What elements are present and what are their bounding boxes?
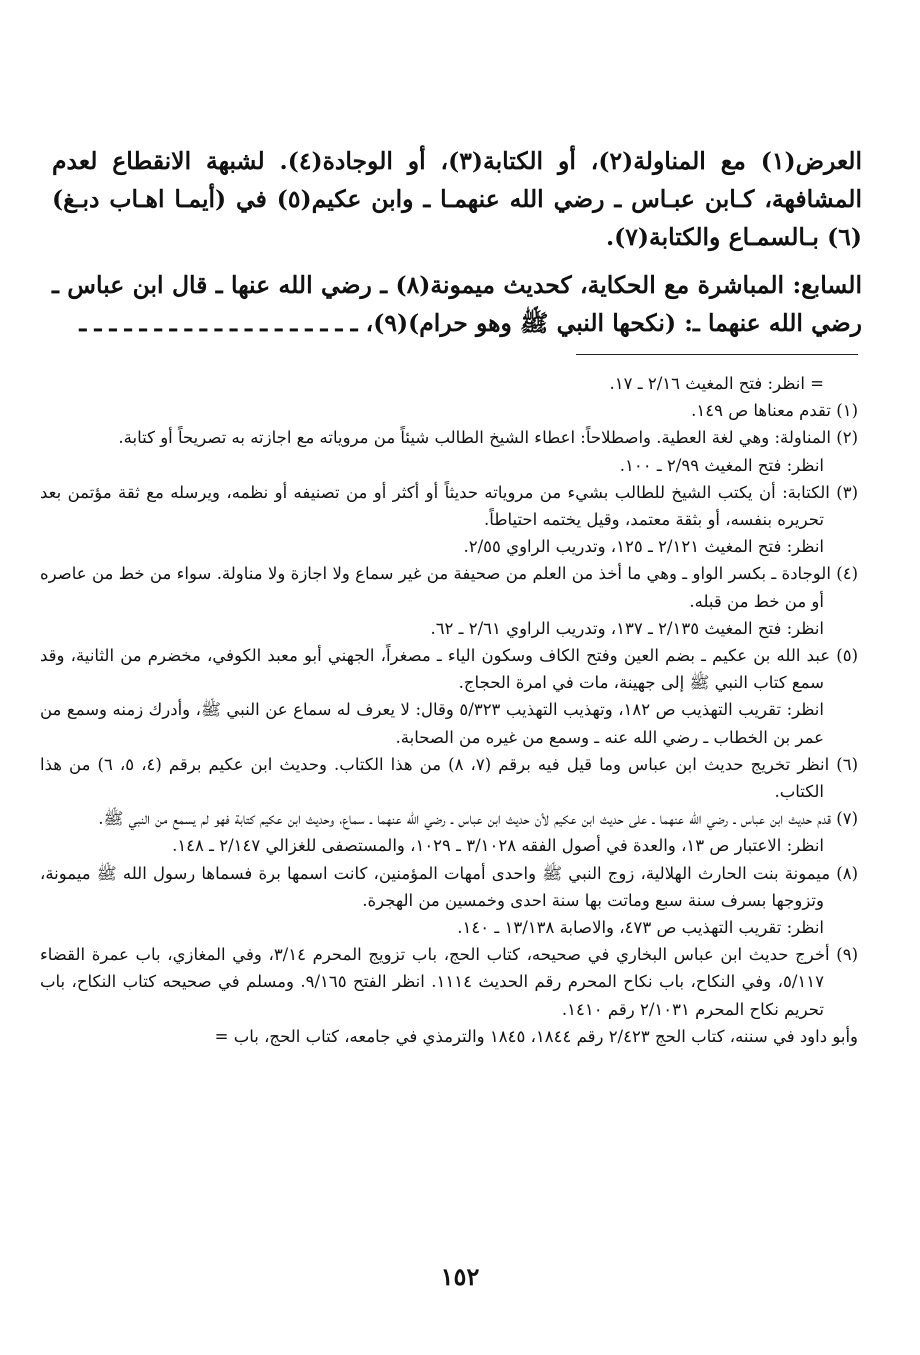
footnote-7: (٧) قدم حديث ابن عباس ـ رضي الله عنهما ـ على حديث ابن عكيم لأن حديث ابن عباس ـ رضي الله عنهما ـ سماع، وحديث ابن عكيم كتابة فهو لم يسمع من النبي ﷺ. [98,809,858,829]
footnote-5-source: انظر: تقريب التهذيب ص ١٨٢، وتهذيب التهذيب ٥/٣٢٣ وقال: لا يعرف له سماع عن النبي ﷺ، وأدرك زمنه وسمع من عمر بن الخطاب ـ رضي الله عنه ـ وسمع من غيره من الصحابة. [40,700,824,747]
footnote-3-source: انظر: فتح المغيث ٢/١٢١ ـ ١٢٥، وتدريب الراوي ٢/٥٥. [463,537,824,557]
footnote-9-continuation: وأبو داود في سننه، كتاب الحج ٢/٤٢٣ رقم ١٨٤٤، ١٨٤٥ والترمذي في جامعه، كتاب الحج، باب = [214,1026,858,1046]
footnote-3: (٣) الكتابة: أن يكتب الشيخ للطالب بشيء من مروياته حديثاً أو أكثر أو من تصنيفه أو نظمه، ويرسله مع ثقة مؤتمن بعد تحريره بنفسه، أو بثقة معتمد، وقيل يختمه احتياطاً. [40,482,858,530]
footnote-7-source: انظر: الاعتبار ص ١٣، والعدة في أصول الفقه ٣/١٠٢٨ ـ ١٠٢٩، والمستصفى للغزالي ٢/١٤٧ ـ ١٤٨. [172,836,824,856]
footnote-carryover: = انظر: فتح المغيث ٢/١٦ ـ ١٧. [609,374,824,393]
footnote-8-source: انظر: تقريب التهذيب ص ٤٧٣، والاصابة ١٣/١٣٨ ـ ١٤٠. [457,918,824,938]
footnote-2-source: انظر: فتح المغيث ٢/٩٩ ـ ١٠٠. [619,455,824,475]
main-text [52,142,862,352]
footnote-2: (٢) المناولة: وهي لغة العطية. واصطلاحاً: اعطاء الشيخ الطالب شيئاً من مروياته مع اجازته به تصريحاً أو كتابة. [118,428,858,448]
footnote-4-source: انظر: فتح المغيث ٢/١٣٥ ـ ١٣٧، وتدريب الراوي ٢/٦١ ـ ٦٢. [430,618,824,638]
footnote-5: (٥) عبد الله بن عكيم ـ بضم العين وفتح الكاف وسكون الياء ـ مصغراً، الجهني أبو معبد الكوفي، مخضرم من الثانية، وقد سمع كتاب النبي ﷺ إلى جهينة، مات في امرة الحجاج. [40,646,858,693]
footnote-4: (٤) الوجادة ـ بكسر الواو ـ وهي ما أخذ من العلم من صحيفة من غير سماع ولا اجازة ولا مناولة. سواء من خط من عاصره أو من خط من قبله. [40,564,858,611]
footnote-separator [576,354,858,355]
footnotes [40,370,858,1050]
footnote-1: (١) تقدم معناها ص ١٤٩. [691,401,858,421]
footnote-6: (٦) انظر تخريج حديث ابن عباس وما قيل فيه برقم (٧، ٨) من هذا الكتاب. وحديث ابن عكيم برقم (٤، ٥، ٦) من هذا الكتاب. [40,754,858,802]
main-paragraph-2: السابع: المباشرة مع الحكاية، كحديث ميمونة(٨) ـ رضي الله عنها ـ قال ابن عباس ـ رضي الله عنهما ـ: (نكحها النبي ﷺ وهو حرام)(٩)، ـ ـ ـ ـ ـ ـ ـ ـ ـ ـ ـ ـ ـ ـ ـ ـ ـ ـ ـ [52,271,863,337]
footnote-8: (٨) ميمونة بنت الحارث الهلالية، زوج النبي ﷺ واحدى أمهات المؤمنين، كانت اسمها برة فسماها رسول الله ﷺ ميمونة، وتزوجها بسرف سنة سبع وماتت بها سنة احدى وخمسين من الهجرة. [40,863,858,910]
page-number: ١٥٢ [440,1262,480,1291]
main-paragraph-1: العرض(١) مع المناولة(٢)، أو الكتابة(٣)، أو الوجادة(٤). لشبهة الانقطاع لعدم المشافهة، كـابن عبـاس ـ رضي الله عنهمـا ـ وابن عكيم(٥) في (أيمـا اهـاب دبـغ)(٦) بـالسمـاع والكتابة(٧). [52,147,863,251]
footnote-9: (٩) أخرج حديث ابن عباس البخاري في صحيحه، كتاب الحج، باب تزويج المحرم ٣/١٤، وفي المغازي، باب عمرة القضاء ٥/١١٧، وفي النكاح، باب نكاح المحرم رقم الحديث ١١١٤. انظر الفتح ٩/١٦٥. ومسلم في صحيحه كتاب النكاح، باب تحريم نكاح المحرم ٢/١٠٣١ رقم ١٤١٠. [40,945,858,1019]
